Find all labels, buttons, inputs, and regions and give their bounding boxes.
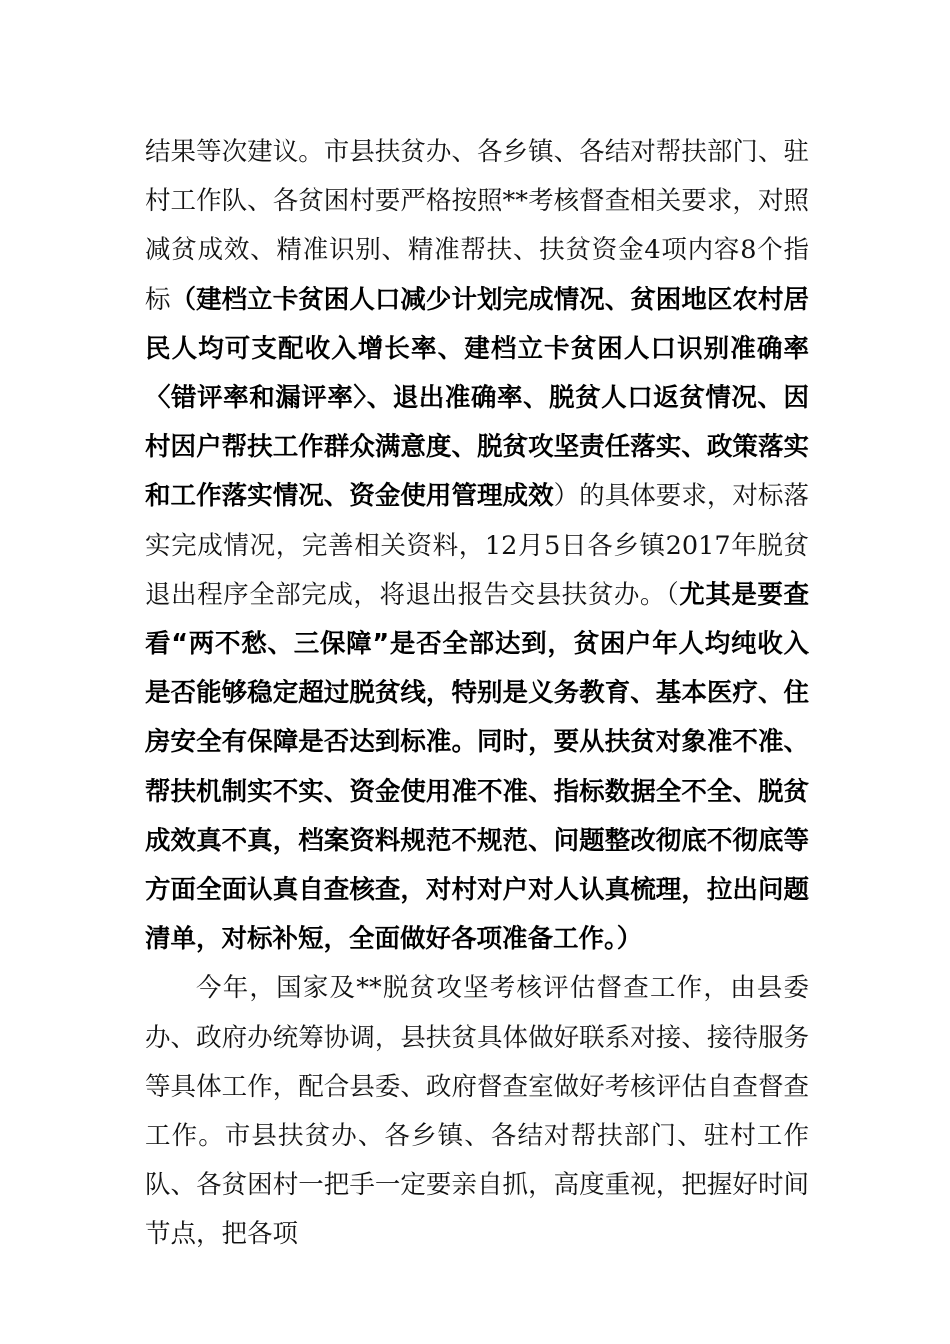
document-body	[145, 128, 809, 1260]
paragraph-1-text-b: ）的具体要求，对标落实完成情况，完善相关资料，12月5日各乡镇2017年脱贫退出程序全部完成，将退出报告交县扶贫办。（	[145, 481, 809, 610]
paragraph-1	[145, 128, 809, 964]
paragraph-1-text-a: 结果等次建议。市县扶贫办、各乡镇、各结对帮扶部门、驻村工作队、各贫困村要严格按照**考核督查相关要求，对照减贫成效、精准识别、精准帮扶、扶贫资金4项内容8个指标	[145, 137, 809, 315]
paragraph-1-bold-indicators: （建档立卡贫困人口减少计划完成情况、贫困地区农村居民人均可支配收入增长率、建档立卡贫困人口识别准确率〈错评率和漏评率〉、退出准确率、脱贫人口返贫情况、因村因户帮扶工作群众满意度、脱贫攻坚责任落实、政策落实和工作落实情况、资金使用管理成效	[145, 284, 809, 512]
paragraph-2: 今年，国家及**脱贫攻坚考核评估督查工作，由县委办、政府办统筹协调，县扶贫具体做好联系对接、接待服务等具体工作，配合县委、政府督查室做好考核评估自查督查工作。市县扶贫办、各乡镇、各结对帮扶部门、驻村工作队、各贫困村一把手一定要亲自抓，高度重视，把握好时间节点，把各项	[145, 973, 809, 1250]
paragraph-1-bold-requirements: 尤其是要查看“两不愁、三保障”是否全部达到，贫困户年人均纯收入是否能够稳定超过脱贫线，特别是义务教育、基本医疗、住房安全有保障是否达到标准。同时，要从扶贫对象准不准、帮扶机制实不实、资金使用准不准、指标数据全不全、脱贫成效真不真，档案资料规范不规范、问题整改彻底不彻底等方面全面认真自查核查，对村对户对人认真梳理，拉出问题清单，对标补短，全面做好各项准备工作。）	[145, 579, 809, 955]
